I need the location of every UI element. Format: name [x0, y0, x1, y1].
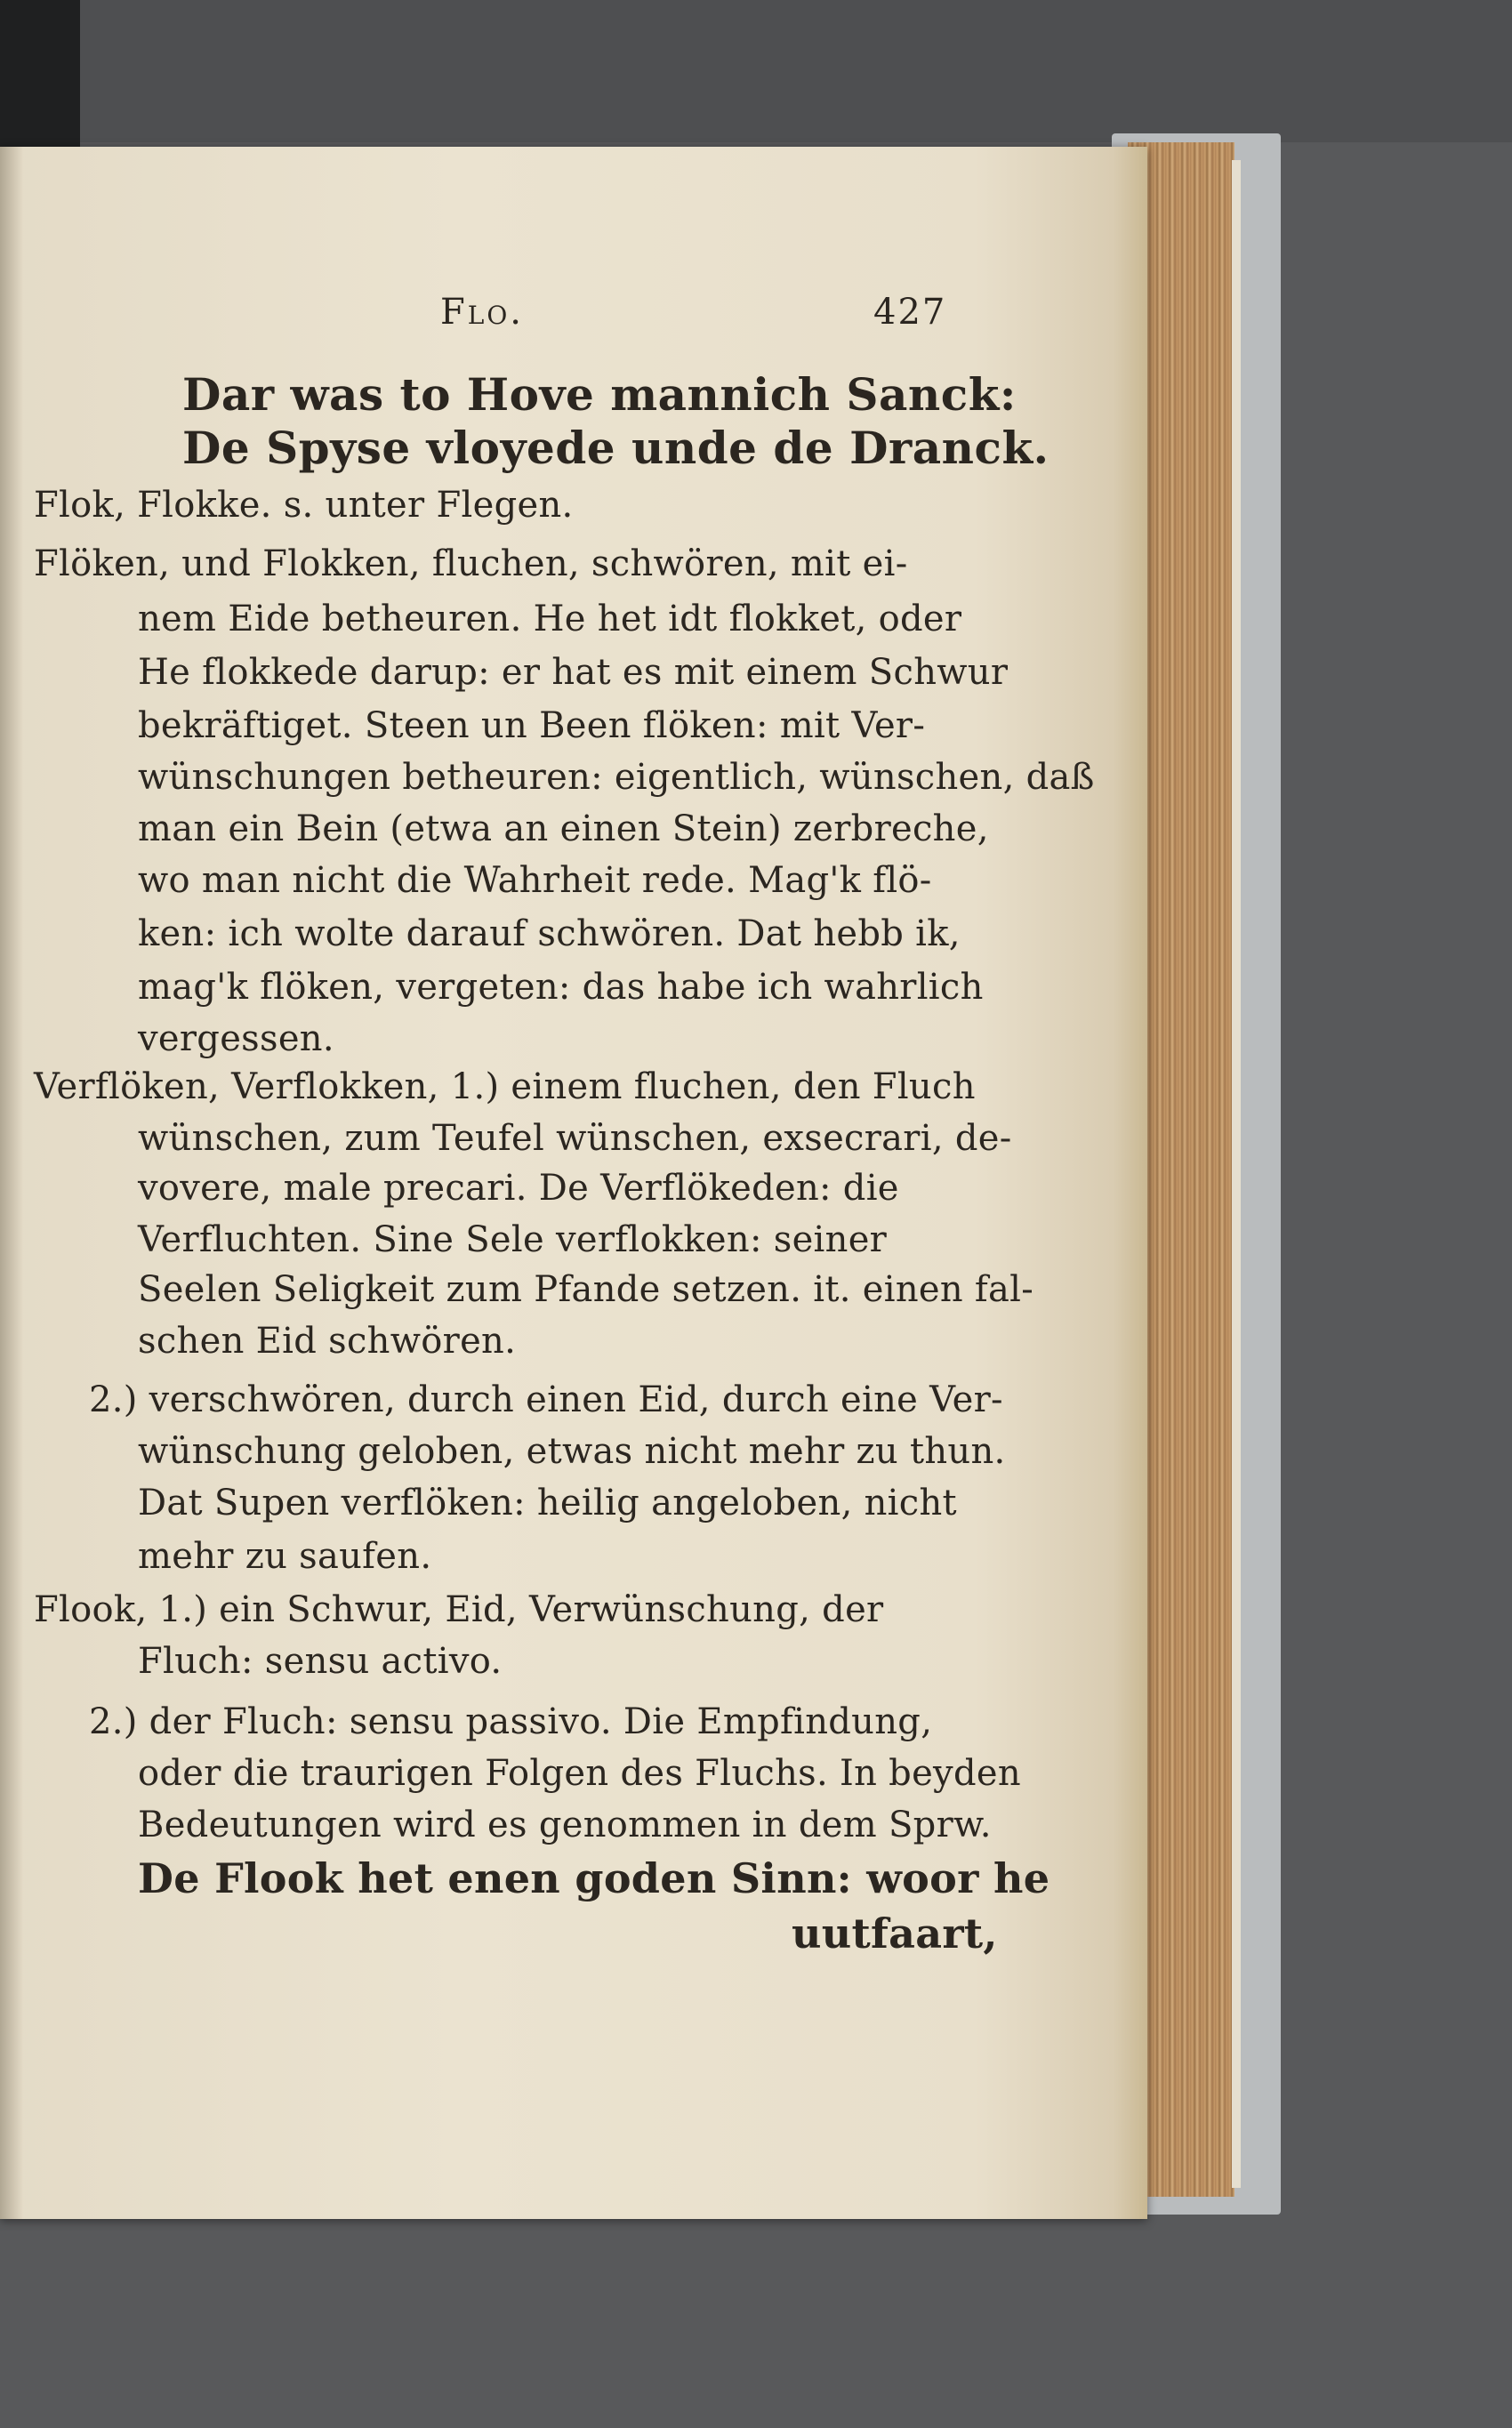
text-line: oder die traurigen Folgen des Fluchs. In beyden — [138, 1753, 1021, 1794]
text-line: 2.) verschwören, durch einen Eid, durch eine Ver- — [89, 1379, 1003, 1420]
text-line: Verfluchten. Sine Sele verflokken: seiner — [138, 1219, 888, 1260]
text-line: schen Eid schwören. — [138, 1321, 517, 1362]
text-line: He flokkede darup: er hat es mit einem Schwur — [138, 652, 1009, 693]
background-top — [0, 0, 1512, 142]
text-line: Dar was to Hove mannich Sanck: — [182, 368, 1017, 421]
entry-line: Flok, Flokke. s. unter Flegen. — [34, 485, 574, 526]
entry-line: Flook, 1.) ein Schwur, Eid, Verwünschung, der — [34, 1589, 884, 1630]
page-number: 427 — [873, 292, 947, 333]
text-line: mehr zu saufen. — [138, 1536, 432, 1577]
text-line: bekräftiget. Steen un Been flöken: mit Ver- — [138, 705, 926, 746]
text-line: Bedeutungen wird es genommen in dem Sprw. — [138, 1805, 992, 1845]
text-line: vovere, male precari. De Verflökeden: die — [138, 1168, 899, 1209]
text-line: De Spyse vloyede unde de Dranck. — [182, 422, 1050, 474]
text-line: wo man nicht die Wahrheit rede. Mag'k flö- — [138, 860, 932, 901]
running-head: Flo. — [440, 292, 525, 333]
text-line: vergessen. — [138, 1018, 334, 1059]
text-line: Seelen Seligkeit zum Pfande setzen. it. einen fal- — [138, 1269, 1034, 1310]
text-line: man ein Bein (etwa an einen Stein) zerbreche, — [138, 808, 989, 849]
gutter-shadow — [0, 147, 23, 2219]
text-line: nem Eide betheuren. He het idt flokket, oder — [138, 599, 962, 639]
text-line: wünschung geloben, etwas nicht mehr zu thun. — [138, 1431, 1006, 1472]
entry-line: Verflöken, Verflokken, 1.) einem fluchen, den Fluch — [34, 1066, 976, 1107]
text-line: wünschen, zum Teufel wünschen, exsecrari, de- — [138, 1118, 1012, 1159]
entry-line: Flöken, und Flokken, fluchen, schwören, mit ei- — [34, 543, 908, 584]
text-line: De Flook het enen goden Sinn: woor he — [138, 1854, 1050, 1902]
page-edge-highlight — [1232, 160, 1241, 2188]
text-line: uutfaart, — [792, 1909, 998, 1958]
text-line: Dat Supen verflöken: heilig angeloben, nicht — [138, 1483, 957, 1524]
background-corner — [0, 0, 80, 156]
text-line: Fluch: sensu activo. — [138, 1641, 503, 1682]
text-line: 2.) der Fluch: sensu passivo. Die Empfindung, — [89, 1701, 933, 1742]
text-line: wünschungen betheuren: eigentlich, wünschen, daß — [138, 757, 1095, 798]
text-line: mag'k flöken, vergeten: das habe ich wahrlich — [138, 967, 984, 1008]
text-line: ken: ich wolte darauf schwören. Dat hebb ik, — [138, 913, 961, 954]
